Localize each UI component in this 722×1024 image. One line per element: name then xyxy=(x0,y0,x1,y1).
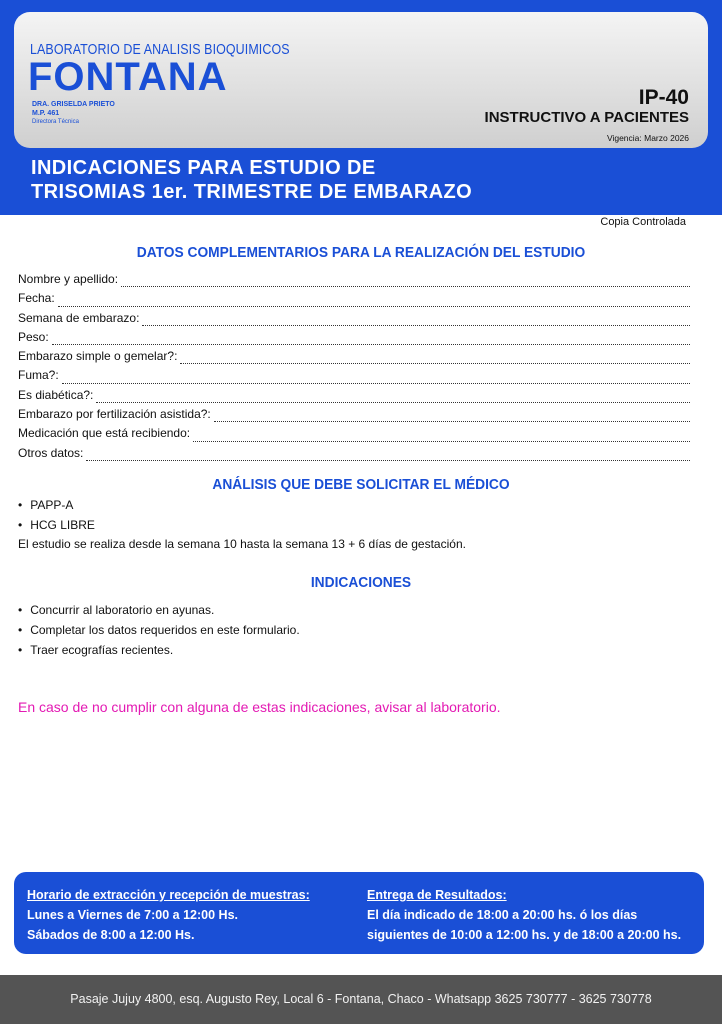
list-item: • Concurrir al laboratorio en ayunas. xyxy=(18,602,300,622)
field-full-name[interactable] xyxy=(18,272,690,291)
field-fill-line[interactable] xyxy=(62,368,690,383)
field-label: Otros datos: xyxy=(18,445,84,460)
warning-message: En caso de no cumplir con alguna de estas indicaciones, avisar al laboratorio. xyxy=(18,699,501,715)
page-title xyxy=(31,156,472,204)
title-line-1: INDICACIONES PARA ESTUDIO DE xyxy=(31,157,376,179)
document-code: IP-40 xyxy=(638,86,689,109)
field-fill-line[interactable] xyxy=(96,388,690,403)
field-date[interactable] xyxy=(18,291,690,310)
field-medication[interactable] xyxy=(18,426,690,445)
field-fill-line[interactable] xyxy=(52,330,690,345)
field-label: Embarazo por fertilización asistida?: xyxy=(18,407,211,422)
analysis-section-title: ANÁLISIS QUE DEBE SOLICITAR EL MÉDICO xyxy=(212,477,510,493)
list-item: • Traer ecografías recientes. xyxy=(18,642,300,662)
analysis-list xyxy=(18,497,95,537)
extraction-hours-title: Horario de extracción y recepción de muestras: xyxy=(27,888,310,902)
field-fill-line[interactable] xyxy=(58,291,690,306)
field-label: Es diabética?: xyxy=(18,387,94,402)
document-type: INSTRUCTIVO A PACIENTES xyxy=(484,109,689,126)
analysis-note: El estudio se realiza desde la semana 10 hasta la semana 13 + 6 días de gestación. xyxy=(18,537,466,551)
field-pregnancy-week[interactable] xyxy=(18,311,690,330)
saturday-hours: Sábados de 8:00 a 12:00 Hs. xyxy=(27,928,195,942)
field-label: Semana de embarazo: xyxy=(18,310,140,325)
list-item: • PAPP-A xyxy=(18,497,95,517)
results-hours-line-2: siguientes de 10:00 a 12:00 hs. y de 18:00 a 20:00 hs. xyxy=(367,928,682,942)
results-delivery-title: Entrega de Resultados: xyxy=(367,888,507,902)
list-item: • HCG LIBRE xyxy=(18,517,95,537)
results-hours-line-1: El día indicado de 18:00 a 20:00 hs. ó los días xyxy=(367,908,638,922)
field-fill-line[interactable] xyxy=(86,446,690,461)
field-assisted-fertilization[interactable] xyxy=(18,407,690,426)
extraction-hours xyxy=(27,885,310,945)
field-label: Medicación que está recibiendo: xyxy=(18,426,191,441)
schedule-box xyxy=(14,872,704,954)
lab-name: LABORATORIO DE ANALISIS BIOQUIMICOS xyxy=(30,42,290,58)
brand-logo: FONTANA xyxy=(28,55,228,99)
field-fill-line[interactable] xyxy=(142,311,690,326)
field-diabetic[interactable] xyxy=(18,388,690,407)
field-label: Peso: xyxy=(18,329,49,344)
field-smoker[interactable] xyxy=(18,368,690,387)
field-fill-line[interactable] xyxy=(121,272,690,287)
field-single-or-twin[interactable] xyxy=(18,349,690,368)
field-label: Embarazo simple o gemelar?: xyxy=(18,349,178,364)
field-label: Fecha: xyxy=(18,291,55,306)
list-item: • Completar los datos requeridos en este formulario. xyxy=(18,622,300,642)
field-fill-line[interactable] xyxy=(193,426,690,441)
validity-date: Vigencia: Marzo 2026 xyxy=(606,133,689,143)
director-name: DRA. GRISELDA PRIETO xyxy=(32,101,115,108)
field-other-data[interactable] xyxy=(18,446,690,465)
title-line-2: TRISOMIAS 1er. TRIMESTRE DE EMBARAZO xyxy=(31,181,473,203)
footer-address: Pasaje Jujuy 4800, esq. Augusto Rey, Local 6 - Fontana, Chaco - Whatsapp 3625 730777 - 3625 730778 xyxy=(0,975,722,1024)
director-license: M.P. 461 xyxy=(32,109,60,117)
indications-section-title: INDICACIONES xyxy=(310,575,412,591)
director-role: Directora Técnica xyxy=(32,119,79,125)
field-label: Nombre y apellido: xyxy=(18,272,119,286)
field-label: Fuma?: xyxy=(18,368,59,383)
form-section-title: DATOS COMPLEMENTARIOS PARA LA REALIZACIÓN DEL ESTUDIO xyxy=(136,245,586,261)
field-fill-line[interactable] xyxy=(180,349,690,364)
indications-list xyxy=(18,602,300,662)
controlled-copy-label: Copia Controlada xyxy=(600,216,686,228)
results-delivery xyxy=(367,885,681,945)
field-fill-line[interactable] xyxy=(214,407,690,422)
director-info xyxy=(32,101,115,127)
field-weight[interactable] xyxy=(18,330,690,349)
patient-data-form xyxy=(18,272,690,465)
weekday-hours: Lunes a Viernes de 7:00 a 12:00 Hs. xyxy=(27,908,238,922)
